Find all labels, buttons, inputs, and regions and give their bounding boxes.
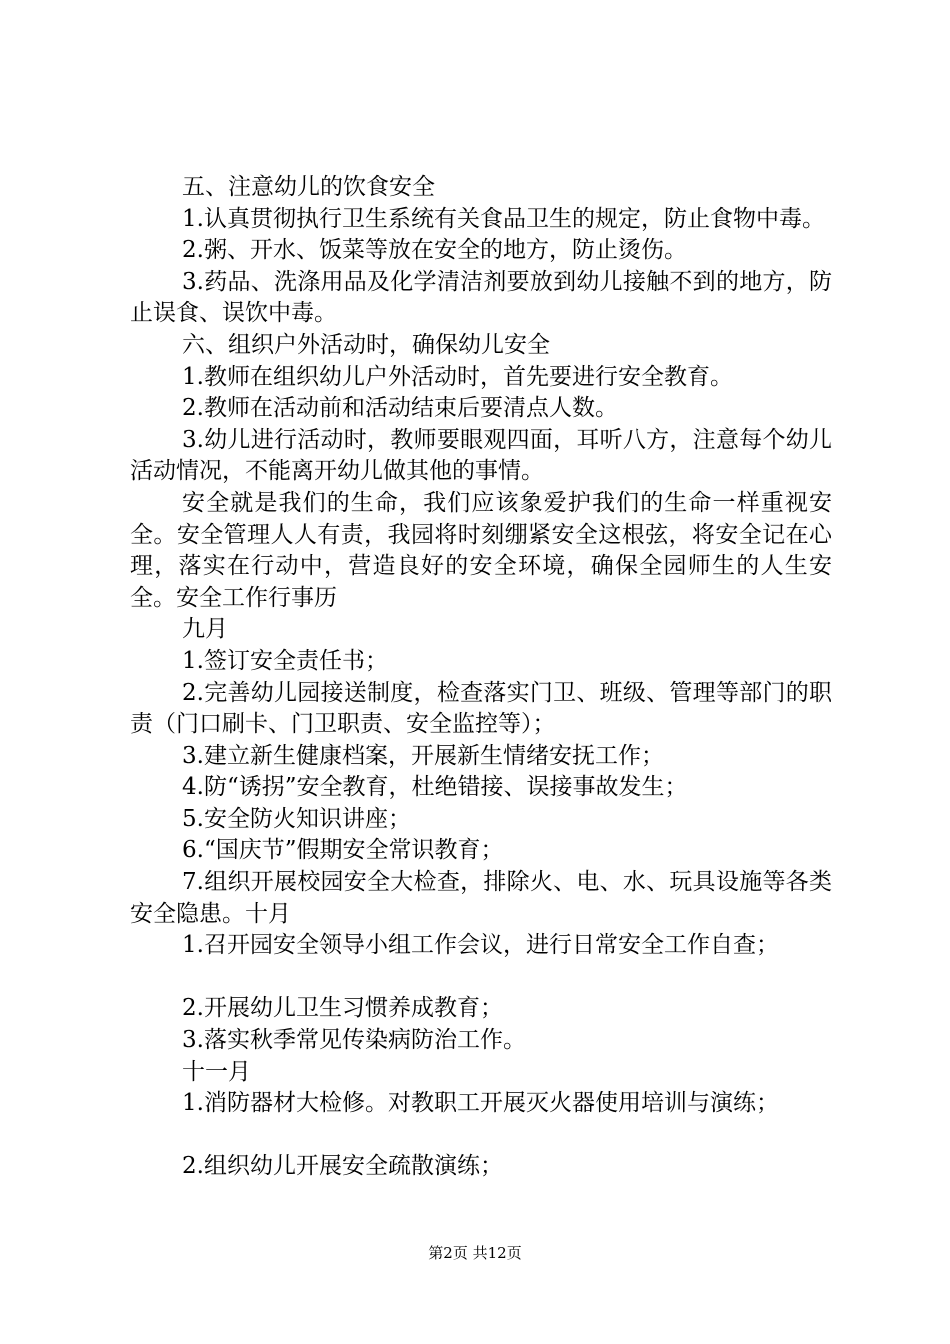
list-item: 3.建立新生健康档案，开展新生情绪安抚工作；: [182, 742, 664, 769]
list-item: 2.开展幼儿卫生习惯养成教育；: [182, 995, 503, 1022]
list-item: 1.召开园安全领导小组工作会议，进行日常安全工作自查；: [182, 932, 779, 959]
list-item: 1.签订安全责任书；: [182, 647, 388, 674]
list-item: 5.安全防火知识讲座；: [182, 805, 411, 832]
document-body: [130, 172, 832, 1183]
section-heading-diet-safety: 五、注意幼儿的饮食安全: [182, 174, 435, 200]
list-item: 1.消防器材大检修。对教职工开展灭火器使用培训与演练；: [182, 1090, 779, 1117]
month-heading-september: 九月: [182, 616, 228, 643]
paragraph: 3.幼儿进行活动时，教师要眼观四面，耳听八方，注意每个幼儿活动情况，不能离开幼儿做其他的事情。: [130, 426, 832, 485]
list-item: 4.防“诱拐”安全教育，杜绝错接、误接事故发生；: [182, 774, 688, 801]
paragraph: 3.药品、洗涤用品及化学清洁剂要放到幼儿接触不到的地方，防止误食、误饮中毒。: [130, 268, 832, 327]
list-item: 6.“国庆节”假期安全常识教育；: [182, 837, 504, 864]
section-heading-outdoor-activity: 六、组织户外活动时，确保幼儿安全: [182, 331, 550, 358]
list-item: 2.组织幼儿开展安全疏散演练；: [182, 1153, 503, 1180]
paragraph: 1.认真贯彻执行卫生系统有关食品卫生的规定，防止食物中毒。: [182, 205, 825, 232]
month-heading-november: 十一月: [182, 1058, 251, 1085]
page-number-footer: 第2页 共12页: [428, 1244, 522, 1262]
paragraph: 1.教师在组织幼儿户外活动时，首先要进行安全教育。: [182, 363, 733, 390]
paragraph: 安全就是我们的生命，我们应该象爱护我们的生命一样重视安全。安全管理人人有责，我园将时刻绷紧安全这根弦，将安全记在心理，落实在行动中，营造良好的安全环境，确保全园师生的人生安全。安全工作行事历: [130, 489, 832, 611]
paragraph: 2.教师在活动前和活动结束后要清点人数。: [182, 395, 618, 422]
paragraph: 2.粥、开水、饭菜等放在安全的地方，防止烫伤。: [182, 237, 687, 264]
list-item: 3.落实秋季常见传染病防治工作。: [182, 1027, 526, 1054]
list-item: 7.组织开展校园安全大检查，排除火、电、水、玩具设施等各类安全隐患。十月: [130, 869, 832, 927]
list-item: 2.完善幼儿园接送制度，检查落实门卫、班级、管理等部门的职责（门口刷卡、门卫职责、安全监控等）；: [130, 679, 832, 738]
